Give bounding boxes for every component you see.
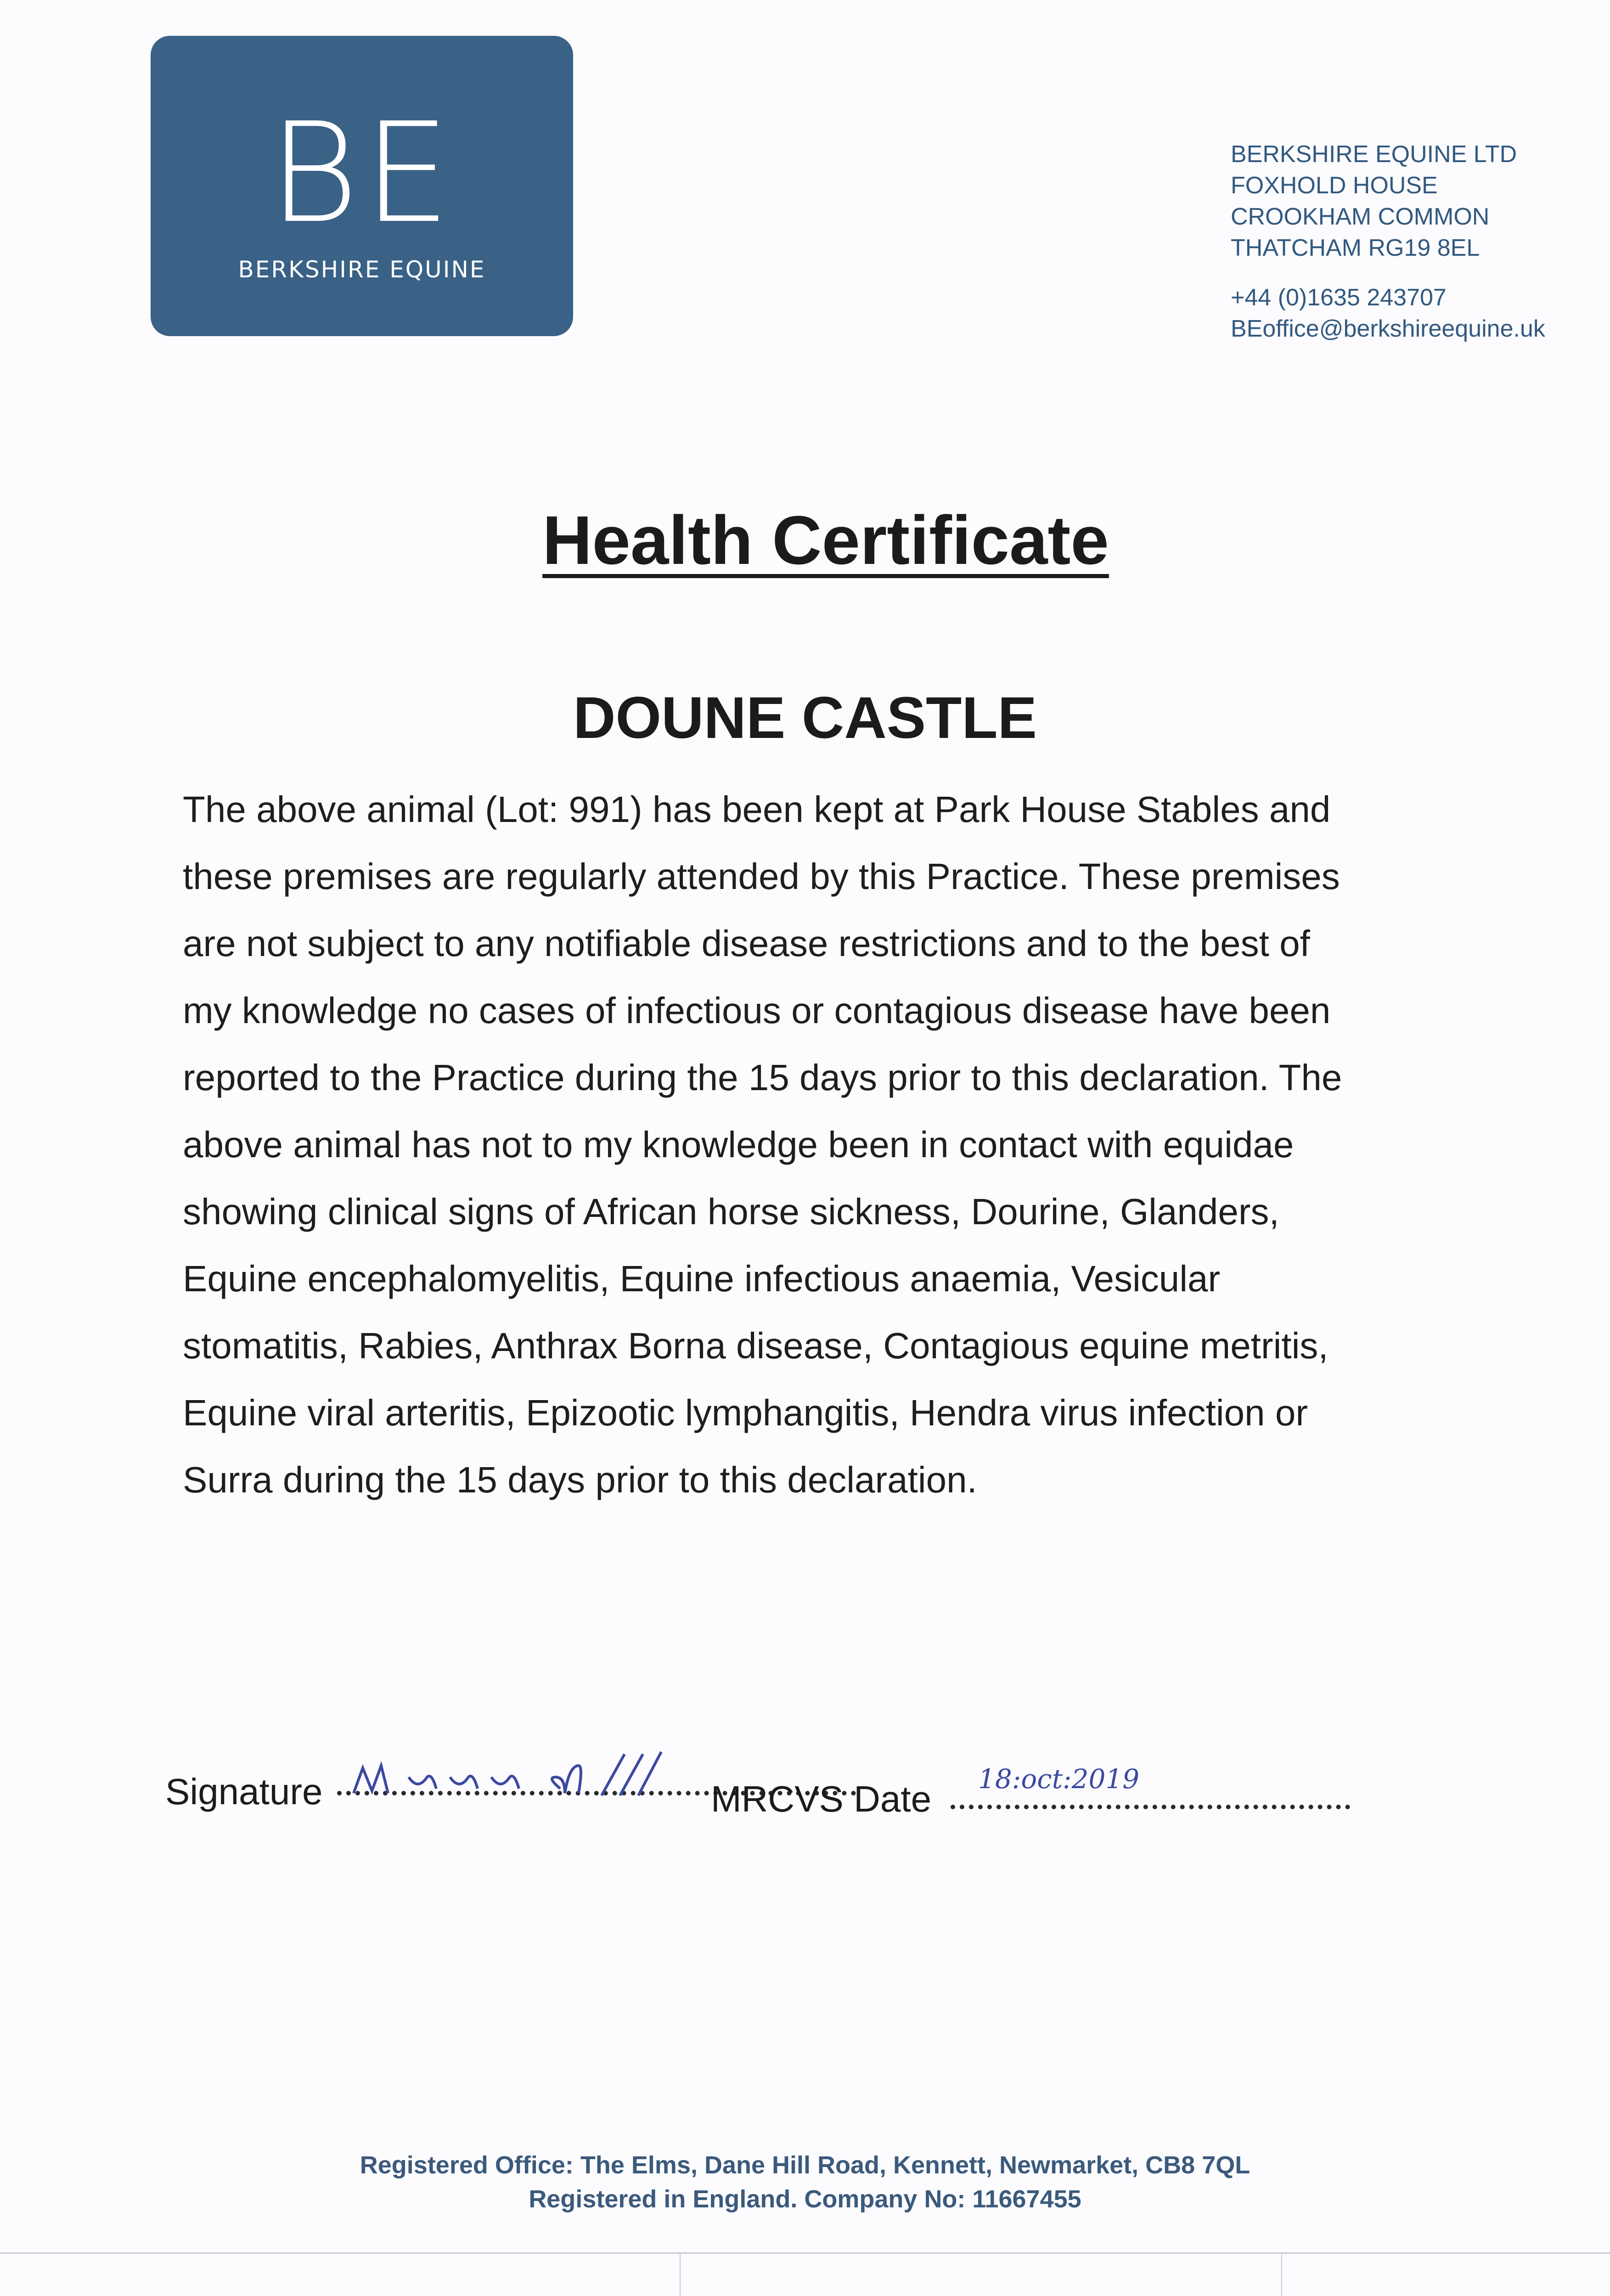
email-address: BEoffice@berkshireequine.uk — [1231, 315, 1545, 342]
document-title: Health Certificate — [542, 501, 1109, 579]
declaration-line: my knowledge no cases of infectious or contagious disease have been — [183, 990, 1331, 1031]
phone-number: +44 (0)1635 243707 — [1231, 284, 1447, 311]
company-address — [1231, 139, 1545, 344]
handwritten-date: 18:oct:2019 — [978, 1763, 1140, 1795]
signature-label: Signature — [165, 1771, 323, 1812]
company-logo — [151, 36, 573, 336]
declaration-line: showing clinical signs of African horse sickness, Dourine, Glanders, — [183, 1191, 1279, 1232]
address-line: BERKSHIRE EQUINE LTD — [1231, 141, 1517, 168]
date-line — [951, 1805, 1350, 1809]
registered-office-footer — [0, 2148, 1610, 2216]
signature-row — [165, 1750, 1341, 1823]
address-line: CROOKHAM COMMON — [1231, 203, 1490, 230]
declaration-line: are not subject to any notifiable disease restrictions and to the best of — [183, 923, 1310, 964]
declaration-text — [183, 776, 1450, 1514]
declaration-line: stomatitis, Rabies, Anthrax Borna disease, Contagious equine metritis, — [183, 1325, 1329, 1366]
mrcvs-date-label: MRCVS Date — [711, 1778, 932, 1819]
scan-edge-line — [0, 2252, 1610, 2254]
horse-name: DOUNE CASTLE — [573, 685, 1037, 751]
declaration-line: Equine encephalomyelitis, Equine infectious anaemia, Vesicular — [183, 1258, 1221, 1299]
footer-line: Registered in England. Company No: 11667455 — [529, 2185, 1081, 2213]
scan-edge-line — [1281, 2252, 1282, 2296]
scan-edge-line — [680, 2252, 681, 2296]
footer-line: Registered Office: The Elms, Dane Hill Road, Kennett, Newmarket, CB8 7QL — [360, 2151, 1250, 2179]
declaration-line: reported to the Practice during the 15 days prior to this declaration. The — [183, 1057, 1342, 1098]
address-line: THATCHAM RG19 8EL — [1231, 235, 1480, 261]
address-line: FOXHOLD HOUSE — [1231, 172, 1438, 199]
declaration-line: these premises are regularly attended by this Practice. These premises — [183, 856, 1340, 897]
logo-mark: BE — [269, 93, 455, 253]
declaration-line: The above animal (Lot: 991) has been kept at Park House Stables and — [183, 789, 1331, 830]
declaration-line: above animal has not to my knowledge been in contact with equidae — [183, 1124, 1294, 1165]
declaration-line: Surra during the 15 days prior to this declaration. — [183, 1459, 977, 1500]
declaration-line: Equine viral arteritis, Epizootic lymphangitis, Hendra virus infection or — [183, 1392, 1308, 1433]
logo-subtitle: BERKSHIRE EQUINE — [238, 256, 486, 283]
